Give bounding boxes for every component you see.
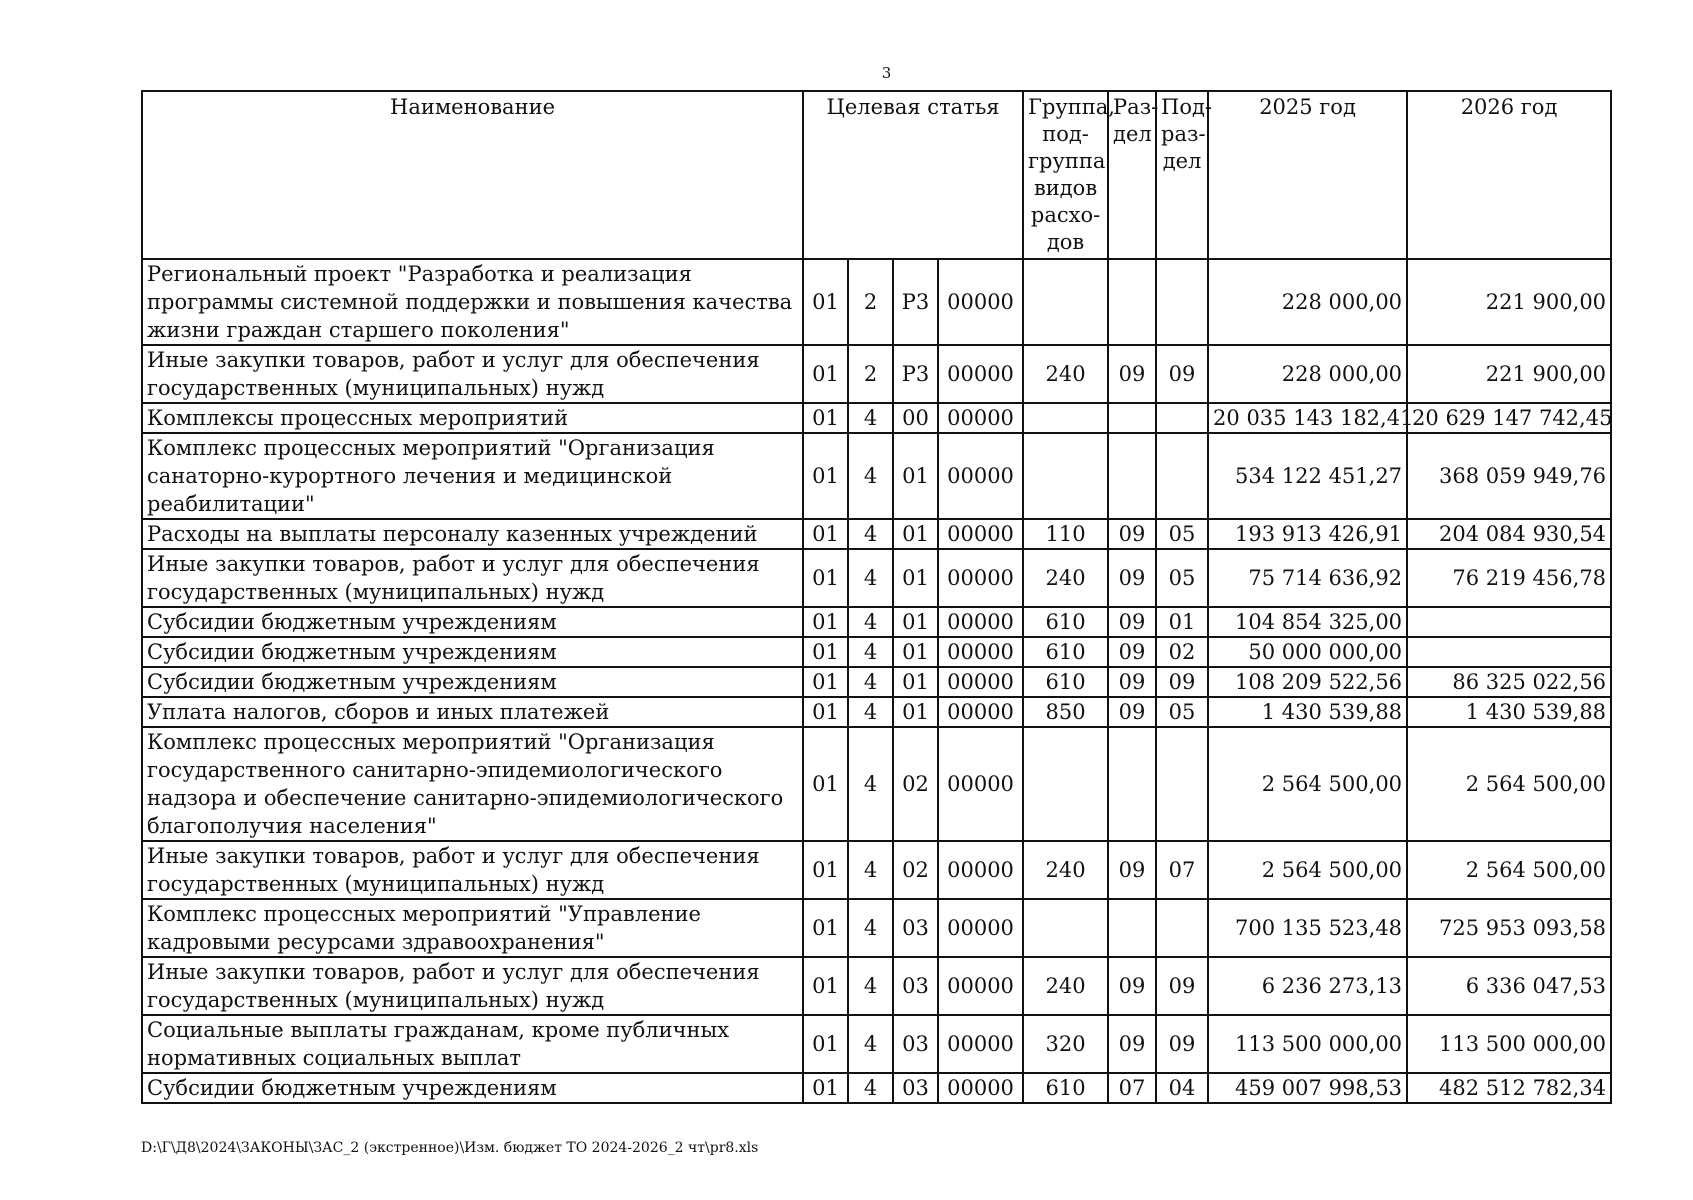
expense-group — [1023, 259, 1108, 345]
expense-group — [1023, 727, 1108, 841]
target-program: 01 — [803, 345, 848, 403]
table-row — [142, 607, 1611, 637]
amount-2025: 700 135 523,48 — [1208, 899, 1407, 957]
amount-2026: 221 900,00 — [1407, 345, 1611, 403]
row-name: Уплата налогов, сборов и иных платежей — [142, 697, 803, 727]
target-subprogram: 4 — [848, 727, 893, 841]
table-row — [142, 957, 1611, 1015]
target-event: 03 — [893, 899, 938, 957]
target-event: 01 — [893, 433, 938, 519]
target-program: 01 — [803, 899, 848, 957]
row-name: Субсидии бюджетным учреждениям — [142, 1073, 803, 1103]
subsection-code: 07 — [1156, 841, 1208, 899]
subsection-code: 02 — [1156, 637, 1208, 667]
amount-2026: 20 629 147 742,45 — [1407, 403, 1611, 433]
target-direction: 00000 — [938, 667, 1023, 697]
subsection-code: 01 — [1156, 607, 1208, 637]
row-name: Комплекс процессных мероприятий "Организация санаторно-курортного лечения и медицинской реабилитации" — [142, 433, 803, 519]
expense-group: 610 — [1023, 637, 1108, 667]
amount-2026 — [1407, 607, 1611, 637]
target-direction: 00000 — [938, 345, 1023, 403]
row-name: Комплекс процессных мероприятий "Организация государственного санитарно-эпидемиологического надзора и обеспечение санитарно-эпидемиологического благополучия населения" — [142, 727, 803, 841]
footer-file-path: D:\Г\Д8\2024\ЗАКОНЫ\ЗАС_2 (экстренное)\Изм. бюджет ТО 2024-2026_2 чт\pr8.xls — [141, 1140, 759, 1156]
amount-2026: 221 900,00 — [1407, 259, 1611, 345]
expense-group: 850 — [1023, 697, 1108, 727]
amount-2026 — [1407, 637, 1611, 667]
amount-2026: 2 564 500,00 — [1407, 727, 1611, 841]
section-code — [1108, 727, 1156, 841]
target-program: 01 — [803, 667, 848, 697]
amount-2026: 482 512 782,34 — [1407, 1073, 1611, 1103]
target-direction: 00000 — [938, 549, 1023, 607]
target-event: 03 — [893, 1015, 938, 1073]
subsection-code: 09 — [1156, 1015, 1208, 1073]
target-event: 01 — [893, 697, 938, 727]
section-code: 09 — [1108, 667, 1156, 697]
table-row — [142, 345, 1611, 403]
target-program: 01 — [803, 637, 848, 667]
section-code: 09 — [1108, 549, 1156, 607]
amount-2025: 228 000,00 — [1208, 345, 1407, 403]
target-program: 01 — [803, 841, 848, 899]
budget-table — [141, 90, 1612, 1104]
target-direction: 00000 — [938, 697, 1023, 727]
amount-2025: 113 500 000,00 — [1208, 1015, 1407, 1073]
section-code: 09 — [1108, 345, 1156, 403]
target-program: 01 — [803, 433, 848, 519]
amount-2025: 1 430 539,88 — [1208, 697, 1407, 727]
section-code: 07 — [1108, 1073, 1156, 1103]
target-direction: 00000 — [938, 841, 1023, 899]
amount-2026: 113 500 000,00 — [1407, 1015, 1611, 1073]
target-event: 01 — [893, 549, 938, 607]
expense-group: 610 — [1023, 1073, 1108, 1103]
subsection-code: 09 — [1156, 957, 1208, 1015]
table-row — [142, 727, 1611, 841]
table-row — [142, 637, 1611, 667]
table-row — [142, 433, 1611, 519]
target-direction: 00000 — [938, 727, 1023, 841]
target-event: 02 — [893, 841, 938, 899]
target-direction: 00000 — [938, 607, 1023, 637]
target-direction: 00000 — [938, 957, 1023, 1015]
target-direction: 00000 — [938, 433, 1023, 519]
target-subprogram: 4 — [848, 667, 893, 697]
target-subprogram: 4 — [848, 549, 893, 607]
subsection-code — [1156, 259, 1208, 345]
amount-2025: 2 564 500,00 — [1208, 841, 1407, 899]
header-target: Целевая статья — [803, 91, 1023, 259]
target-direction: 00000 — [938, 519, 1023, 549]
subsection-code: 09 — [1156, 345, 1208, 403]
row-name: Комплекс процессных мероприятий "Управление кадровыми ресурсами здравоохранения" — [142, 899, 803, 957]
target-event: 01 — [893, 519, 938, 549]
section-code: 09 — [1108, 607, 1156, 637]
table-row — [142, 259, 1611, 345]
target-subprogram: 4 — [848, 841, 893, 899]
table-row — [142, 899, 1611, 957]
row-name: Иные закупки товаров, работ и услуг для обеспечения государственных (муниципальных) нужд — [142, 549, 803, 607]
target-event: 01 — [893, 667, 938, 697]
amount-2026: 76 219 456,78 — [1407, 549, 1611, 607]
target-event: 03 — [893, 1073, 938, 1103]
amount-2026: 6 336 047,53 — [1407, 957, 1611, 1015]
amount-2025: 50 000 000,00 — [1208, 637, 1407, 667]
subsection-code: 05 — [1156, 549, 1208, 607]
section-code — [1108, 433, 1156, 519]
table-row — [142, 1015, 1611, 1073]
amount-2026: 368 059 949,76 — [1407, 433, 1611, 519]
row-name: Иные закупки товаров, работ и услуг для обеспечения государственных (муниципальных) нужд — [142, 841, 803, 899]
amount-2025: 534 122 451,27 — [1208, 433, 1407, 519]
target-program: 01 — [803, 1073, 848, 1103]
target-event: 01 — [893, 637, 938, 667]
target-subprogram: 4 — [848, 519, 893, 549]
expense-group: 240 — [1023, 957, 1108, 1015]
target-program: 01 — [803, 259, 848, 345]
amount-2025: 193 913 426,91 — [1208, 519, 1407, 549]
target-subprogram: 4 — [848, 1015, 893, 1073]
row-name: Расходы на выплаты персоналу казенных учреждений — [142, 519, 803, 549]
subsection-code: 04 — [1156, 1073, 1208, 1103]
amount-2025: 104 854 325,00 — [1208, 607, 1407, 637]
target-program: 01 — [803, 697, 848, 727]
expense-group — [1023, 899, 1108, 957]
amount-2026: 725 953 093,58 — [1407, 899, 1611, 957]
table-row — [142, 519, 1611, 549]
target-direction: 00000 — [938, 1073, 1023, 1103]
target-program: 01 — [803, 519, 848, 549]
target-subprogram: 4 — [848, 899, 893, 957]
row-name: Иные закупки товаров, работ и услуг для обеспечения государственных (муниципальных) нужд — [142, 345, 803, 403]
section-code — [1108, 259, 1156, 345]
target-program: 01 — [803, 727, 848, 841]
expense-group — [1023, 433, 1108, 519]
page-number: 3 — [881, 64, 892, 82]
target-subprogram: 4 — [848, 403, 893, 433]
row-name: Комплексы процессных мероприятий — [142, 403, 803, 433]
section-code — [1108, 899, 1156, 957]
subsection-code: 05 — [1156, 519, 1208, 549]
amount-2025: 2 564 500,00 — [1208, 727, 1407, 841]
subsection-code — [1156, 727, 1208, 841]
target-subprogram: 4 — [848, 957, 893, 1015]
target-event: 00 — [893, 403, 938, 433]
row-name: Субсидии бюджетным учреждениям — [142, 637, 803, 667]
target-program: 01 — [803, 1015, 848, 1073]
subsection-code — [1156, 403, 1208, 433]
subsection-code — [1156, 899, 1208, 957]
section-code — [1108, 403, 1156, 433]
row-name: Социальные выплаты гражданам, кроме публичных нормативных социальных выплат — [142, 1015, 803, 1073]
target-program: 01 — [803, 403, 848, 433]
target-event: 03 — [893, 957, 938, 1015]
target-subprogram: 4 — [848, 607, 893, 637]
table-row — [142, 841, 1611, 899]
header-subsection: Под-раз-дел — [1156, 91, 1208, 259]
target-direction: 00000 — [938, 637, 1023, 667]
expense-group: 610 — [1023, 607, 1108, 637]
amount-2025: 6 236 273,13 — [1208, 957, 1407, 1015]
amount-2025: 459 007 998,53 — [1208, 1073, 1407, 1103]
table-row — [142, 403, 1611, 433]
amount-2026: 86 325 022,56 — [1407, 667, 1611, 697]
table-row — [142, 549, 1611, 607]
row-name: Субсидии бюджетным учреждениям — [142, 607, 803, 637]
target-event: 01 — [893, 607, 938, 637]
target-subprogram: 2 — [848, 345, 893, 403]
section-code: 09 — [1108, 519, 1156, 549]
table-row — [142, 1073, 1611, 1103]
amount-2026: 2 564 500,00 — [1407, 841, 1611, 899]
target-event: Р3 — [893, 259, 938, 345]
expense-group: 240 — [1023, 345, 1108, 403]
section-code: 09 — [1108, 957, 1156, 1015]
header-2025: 2025 год — [1208, 91, 1407, 259]
target-direction: 00000 — [938, 259, 1023, 345]
header-2026: 2026 год — [1407, 91, 1611, 259]
table-row — [142, 667, 1611, 697]
target-program: 01 — [803, 549, 848, 607]
expense-group — [1023, 403, 1108, 433]
subsection-code: 05 — [1156, 697, 1208, 727]
row-name: Иные закупки товаров, работ и услуг для обеспечения государственных (муниципальных) нужд — [142, 957, 803, 1015]
amount-2026: 204 084 930,54 — [1407, 519, 1611, 549]
expense-group: 240 — [1023, 841, 1108, 899]
subsection-code — [1156, 433, 1208, 519]
target-event: 02 — [893, 727, 938, 841]
expense-group: 110 — [1023, 519, 1108, 549]
expense-group: 240 — [1023, 549, 1108, 607]
section-code: 09 — [1108, 841, 1156, 899]
section-code: 09 — [1108, 637, 1156, 667]
expense-group: 610 — [1023, 667, 1108, 697]
table-header-row — [142, 91, 1611, 259]
target-direction: 00000 — [938, 1015, 1023, 1073]
target-program: 01 — [803, 957, 848, 1015]
target-direction: 00000 — [938, 899, 1023, 957]
target-subprogram: 4 — [848, 637, 893, 667]
table-row — [142, 697, 1611, 727]
target-direction: 00000 — [938, 403, 1023, 433]
target-subprogram: 4 — [848, 697, 893, 727]
target-event: Р3 — [893, 345, 938, 403]
target-subprogram: 4 — [848, 433, 893, 519]
row-name: Региональный проект "Разработка и реализация программы системной поддержки и повышения качества жизни граждан старшего поколения" — [142, 259, 803, 345]
section-code: 09 — [1108, 697, 1156, 727]
subsection-code: 09 — [1156, 667, 1208, 697]
header-group: Группа, под-группа видов расхо-дов — [1023, 91, 1108, 259]
expense-group: 320 — [1023, 1015, 1108, 1073]
amount-2025: 20 035 143 182,41 — [1208, 403, 1407, 433]
amount-2025: 108 209 522,56 — [1208, 667, 1407, 697]
amount-2026: 1 430 539,88 — [1407, 697, 1611, 727]
target-subprogram: 4 — [848, 1073, 893, 1103]
amount-2025: 75 714 636,92 — [1208, 549, 1407, 607]
target-program: 01 — [803, 607, 848, 637]
section-code: 09 — [1108, 1015, 1156, 1073]
amount-2025: 228 000,00 — [1208, 259, 1407, 345]
row-name: Субсидии бюджетным учреждениям — [142, 667, 803, 697]
target-subprogram: 2 — [848, 259, 893, 345]
header-name: Наименование — [142, 91, 803, 259]
header-section: Раз-дел — [1108, 91, 1156, 259]
